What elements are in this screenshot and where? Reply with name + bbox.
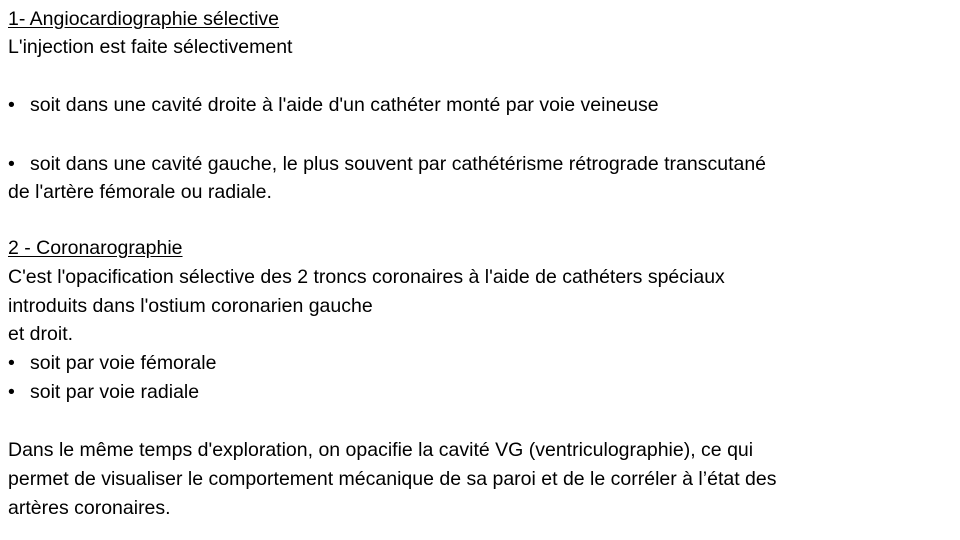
bullet-text: soit par voie radiale [30, 381, 200, 403]
section2-line-1: C'est l'opacification sélective des 2 troncs coronaires à l'aide de cathéters spéciaux [8, 266, 725, 288]
bullet-text: soit dans une cavité gauche, le plus souvent par cathétérisme rétrograde transcutané [30, 153, 767, 175]
bullet-text: soit par voie fémorale [30, 352, 217, 374]
section1-heading: 1- Angiocardiographie sélective [8, 8, 280, 30]
section1-intro: L'injection est faite sélectivement [8, 36, 293, 58]
bullet-symbol: • [8, 352, 15, 374]
section3-line-2: permet de visualiser le comportement mécanique de sa paroi et de le corréler à l’état des [8, 468, 777, 490]
bullet-symbol: • [8, 153, 15, 175]
bullet-symbol: • [8, 94, 15, 116]
section2-bullet-2 [8, 381, 199, 403]
section2-heading: 2 - Coronarographie [8, 237, 183, 259]
section3-line-1: Dans le même temps d'exploration, on opacifie la cavité VG (ventriculographie), ce qui [8, 439, 754, 461]
section2-bullet-1 [8, 352, 216, 374]
section2-line-2: introduits dans l'ostium coronarien gauche [8, 295, 373, 317]
section3-line-3: artères coronaires. [8, 497, 171, 519]
bullet-text: soit dans une cavité droite à l'aide d'un cathéter monté par voie veineuse [30, 94, 659, 116]
section1-bullet-2 [8, 153, 766, 175]
section1-bullet-1 [8, 94, 659, 116]
bullet-symbol: • [8, 381, 15, 403]
section2-line-3: et droit. [8, 323, 74, 345]
section1-bullet-2-continuation: de l'artère fémorale ou radiale. [8, 181, 272, 203]
